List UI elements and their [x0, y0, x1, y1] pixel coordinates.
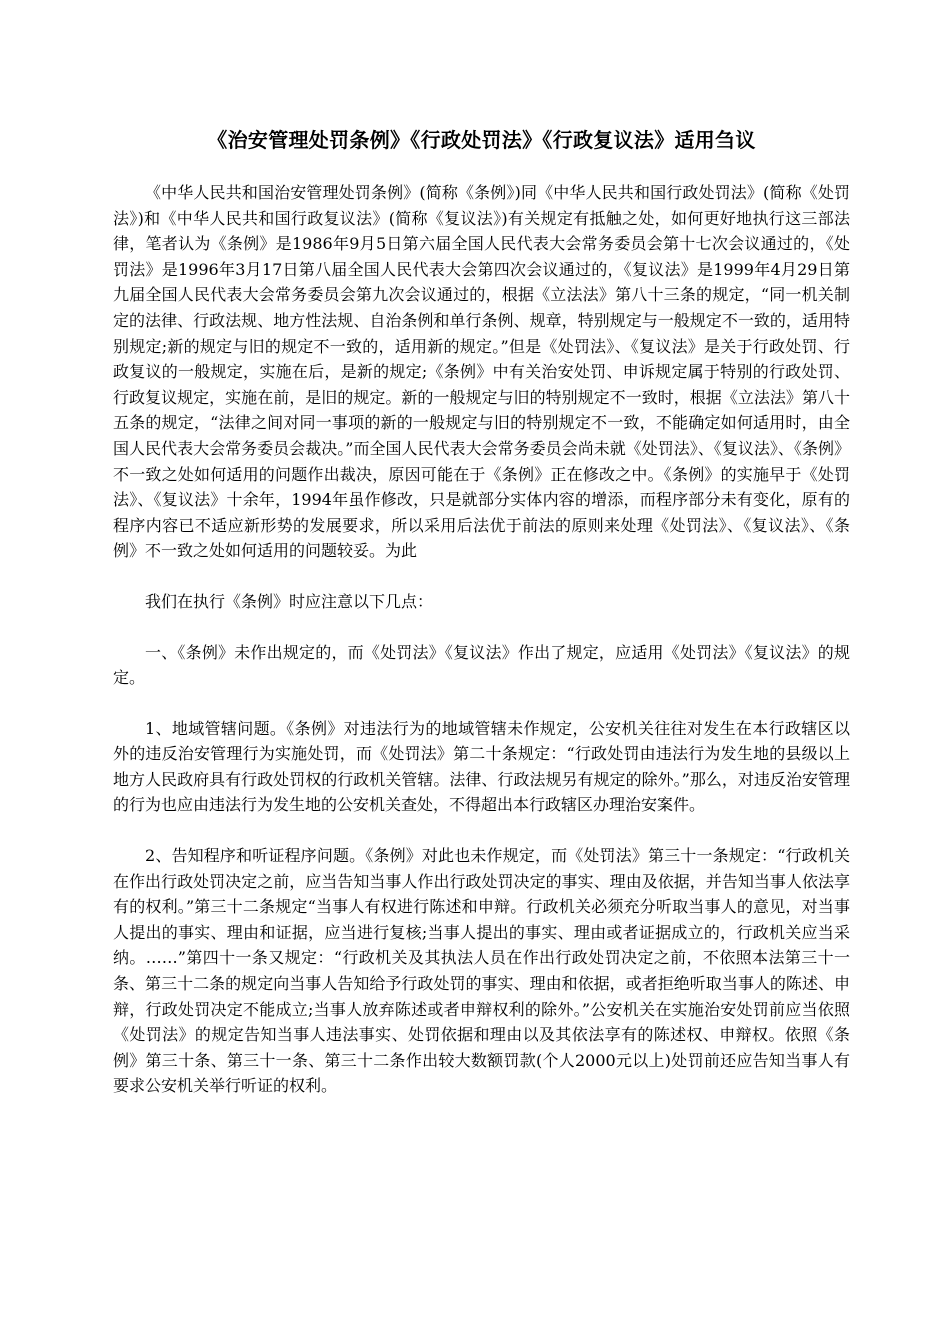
paragraph-item-jurisdiction: 1、地域管辖问题。《条例》对违法行为的地域管辖未作规定，公安机关往往对发生在本行政辖区以外的违反治安管理行为实施处罚，而《处罚法》第二十条规定：“行政处罚由违法行为发生地的县级以上地方人民政府具有行政处罚权的行政机关管辖。法律、行政法规另有规定的除外。”那么，对违反治安管理的行为也应由违法行为发生地的公安机关查处，不得超出本行政辖区办理治安案件。	[113, 718, 850, 815]
document-title: 《治安管理处罚条例》《行政处罚法》《行政复议法》适用刍议	[207, 128, 756, 152]
paragraph-intro: 《中华人民共和国治安管理处罚条例》(简称《条例》)同《中华人民共和国行政处罚法》(简称《处罚法》)和《中华人民共和国行政复议法》(简称《复议法》)有关规定有抵触之处，如何更好地执行这三部法律，笔者认为《条例》是1986年9月5日第六届全国人民代表大会常务委员会第十七次会议通过的，《处罚法》是1996年3月17日第八届全国人民代表大会第四次会议通过的，《复议法》是1999年4月29日第九届全国人民代表大会常务委员会第九次会议通过的，根据《立法法》第八十三条的规定，“同一机关制定的法律、行政法规、地方性法规、自治条例和单行条例、规章，特别规定与一般规定不一致的，适用特别规定;新的规定与旧的规定不一致的，适用新的规定。”但是《处罚法》、《复议法》是关于行政处罚、行政复议的一般规定，实施在后，是新的规定;《条例》中有关治安处罚、申诉规定属于特别的行政处罚、行政复议规定，实施在前，是旧的规定。新的一般规定与旧的特别规定不一致时，根据《立法法》第八十五条的规定，“法律之间对同一事项的新的一般规定与旧的特别规定不一致，不能确定如何适用时，由全国人民代表大会常务委员会裁决。”而全国人民代表大会常务委员会尚未就《处罚法》、《复议法》、《条例》不一致之处如何适用的问题作出裁决，原因可能在于《条例》正在修改之中。《条例》的实施早于《处罚法》、《复议法》十余年，1994年虽作修改，只是就部分实体内容的增添，而程序部分未有变化，原有的程序内容已不适应新形势的发展要求，所以采用后法优于前法的原则来处理《处罚法》、《复议法》、《条例》不一致之处如何适用的问题较妥。为此	[113, 183, 850, 561]
paragraph-section-one: 一、《条例》未作出规定的，而《处罚法》《复议法》作出了规定，应适用《处罚法》《复议法》的规定。	[113, 642, 850, 688]
paragraph-points-lead: 我们在执行《条例》时应注意以下几点：	[145, 591, 434, 611]
paragraph-item-notice-hearing: 2、告知程序和听证程序问题。《条例》对此也未作规定，而《处罚法》第三十一条规定：“行政机关在作出行政处罚决定之前，应当告知当事人作出行政处罚决定的事实、理由及依据，并告知当事人依法享有的权利。”第三十二条规定“当事人有权进行陈述和申辩。行政机关必须充分听取当事人的意见，对当事人提出的事实、理由和证据，应当进行复核;当事人提出的事实、理由或者证据成立的，行政机关应当采纳。……”第四十一条又规定：“行政机关及其执法人员在作出行政处罚决定之前，不依照本法第三十一条、第三十二条的规定向当事人告知给予行政处罚的事实、理由和依据，或者拒绝听取当事人的陈述、申辩，行政处罚决定不能成立;当事人放弃陈述或者申辩权利的除外。”公安机关在实施治安处罚前应当依照《处罚法》的规定告知当事人违法事实、处罚依据和理由以及其依法享有的陈述权、申辩权。依照《条例》第三十条、第三十一条、第三十二条作出较大数额罚款(个人2000元以上)处罚前还应告知当事人有要求公安机关举行听证的权利。	[113, 846, 850, 1096]
document-body	[113, 180, 850, 1124]
